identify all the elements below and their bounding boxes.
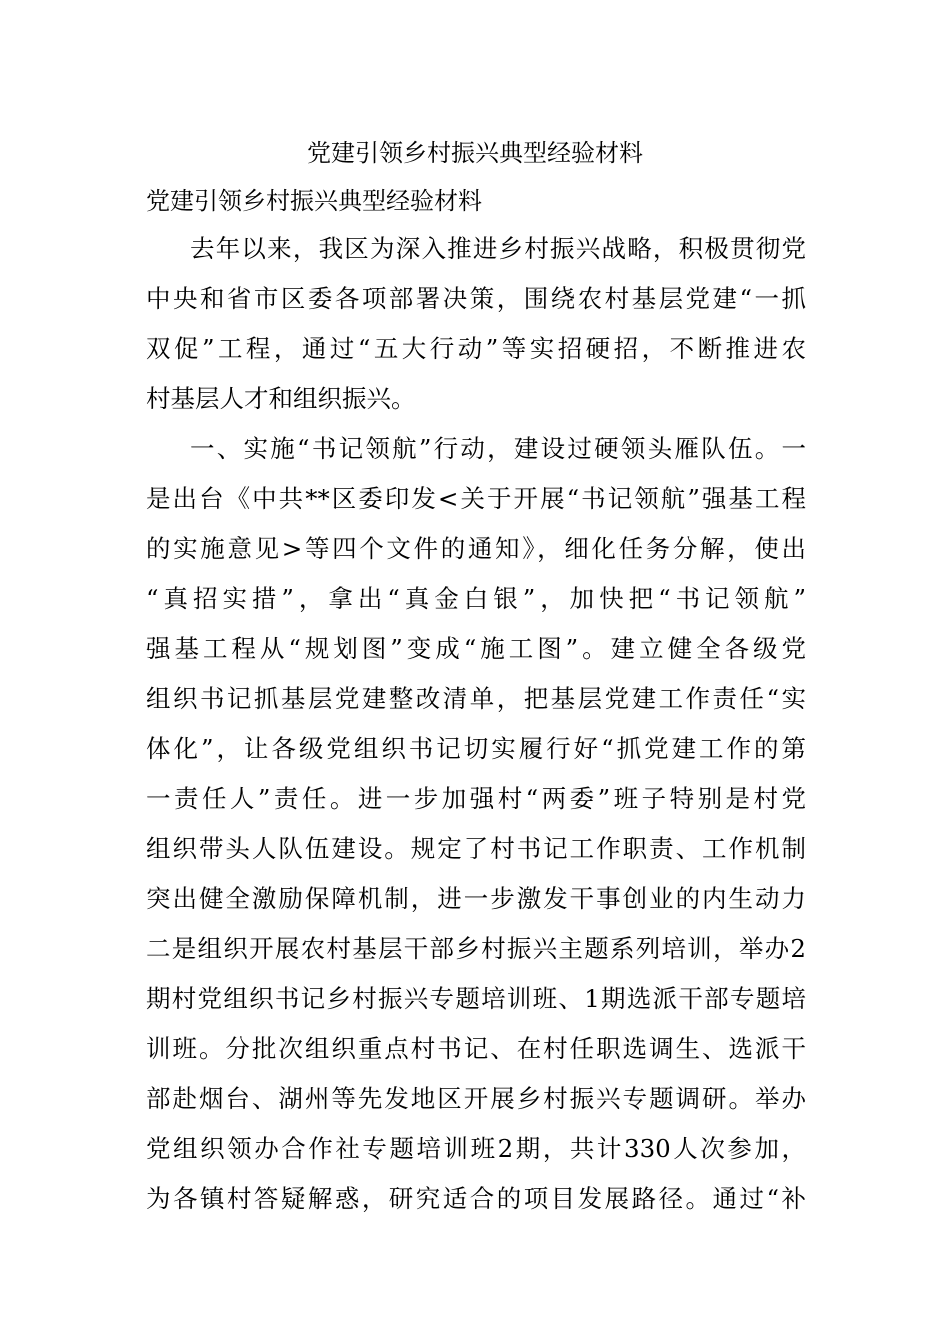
- body-line: 突出健全激励保障机制，进一步激发干事创业的内生动力: [146, 884, 806, 913]
- body-line: 双促”工程，通过“五大行动”等实招硬招，不断推进农: [146, 334, 806, 363]
- body-line: 村基层人才和组织振兴。: [146, 384, 416, 413]
- body-line: 二是组织开展农村基层干部乡村振兴主题系列培训，举办2: [146, 934, 806, 963]
- body-line: 训班。分批次组织重点村书记、在村任职选调生、选派干: [146, 1034, 806, 1063]
- body-line: 是出台《中共**区委印发<关于开展“书记领航”强基工程: [146, 484, 806, 513]
- body-line: 强基工程从“规划图”变成“施工图”。建立健全各级党: [146, 634, 806, 663]
- body-line: 去年以来，我区为深入推进乡村振兴战略，积极贯彻党: [190, 234, 806, 263]
- body-line: “真招实措”，拿出“真金白银”，加快把“书记领航”: [146, 584, 806, 613]
- body-line: 部赴烟台、湖州等先发地区开展乡村振兴专题调研。举办: [146, 1084, 806, 1113]
- document-subtitle: 党建引领乡村振兴典型经验材料: [146, 187, 482, 215]
- body-line: 体化”，让各级党组织书记切实履行好“抓党建工作的第: [146, 734, 806, 763]
- body-line: 一责任人”责任。进一步加强村“两委”班子特别是村党: [146, 784, 806, 813]
- document-title: 党建引领乡村振兴典型经验材料: [307, 139, 643, 167]
- body-line: 一、实施“书记领航”行动，建设过硬领头雁队伍。一: [190, 434, 806, 463]
- body-line: 组织带头人队伍建设。规定了村书记工作职责、工作机制: [146, 834, 806, 863]
- body-line: 的实施意见>等四个文件的通知》，细化任务分解，使出: [146, 534, 806, 563]
- body-line: 为各镇村答疑解惑，研究适合的项目发展路径。通过“补: [146, 1184, 806, 1213]
- body-line: 组织书记抓基层党建整改清单，把基层党建工作责任“实: [146, 684, 806, 713]
- body-line: 中央和省市区委各项部署决策，围绕农村基层党建“一抓: [146, 284, 806, 313]
- body-line: 党组织领办合作社专题培训班2期，共计330人次参加，: [146, 1134, 806, 1163]
- body-line: 期村党组织书记乡村振兴专题培训班、1期选派干部专题培: [146, 984, 806, 1013]
